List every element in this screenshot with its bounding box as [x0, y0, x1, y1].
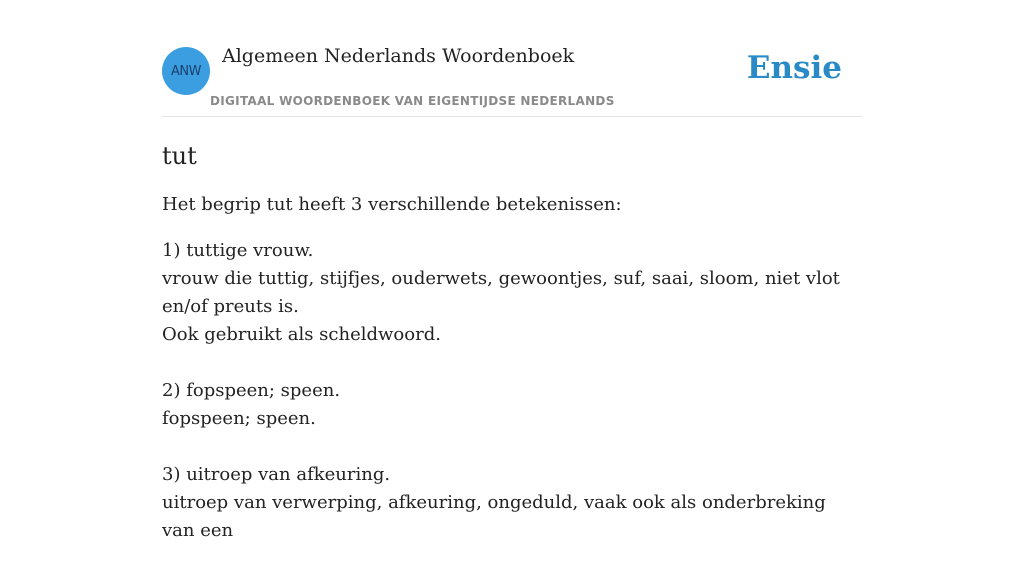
- meaning-item-1: [162, 237, 862, 349]
- meaning-item-3: [162, 461, 862, 545]
- meaning-heading: 1) tuttige vrouw.: [162, 240, 314, 261]
- site-header: [162, 0, 862, 117]
- ensie-brand-link[interactable]: Ensie: [746, 50, 842, 86]
- anw-logo[interactable]: ANW: [162, 47, 210, 95]
- entry-intro: Het begrip tut heeft 3 verschillende betekenissen:: [162, 194, 622, 215]
- meaning-heading: 2) fopspeen; speen.: [162, 380, 341, 401]
- meanings-list: [162, 237, 862, 545]
- page: [162, 0, 862, 573]
- meaning-note: Ook gebruikt als scheldwoord.: [162, 324, 441, 345]
- entry-word: tut: [162, 142, 197, 170]
- meaning-item-2: [162, 377, 862, 433]
- meaning-definition: vrouw die tuttig, stijfjes, ouderwets, gewoontjes, suf, saai, sloom, niet vlot en/of preuts is.: [162, 268, 840, 317]
- meaning-definition: fopspeen; speen.: [162, 408, 316, 429]
- meaning-definition: uitroep van verwerping, afkeuring, ongeduld, vaak ook als onderbreking van een: [162, 492, 826, 541]
- site-subtitle: DIGITAAL WOORDENBOEK VAN EIGENTIJDSE NEDERLANDS: [210, 94, 615, 108]
- meaning-heading: 3) uitroep van afkeuring.: [162, 464, 391, 485]
- site-title[interactable]: Algemeen Nederlands Woordenboek: [222, 45, 575, 67]
- entry-content: [162, 141, 862, 545]
